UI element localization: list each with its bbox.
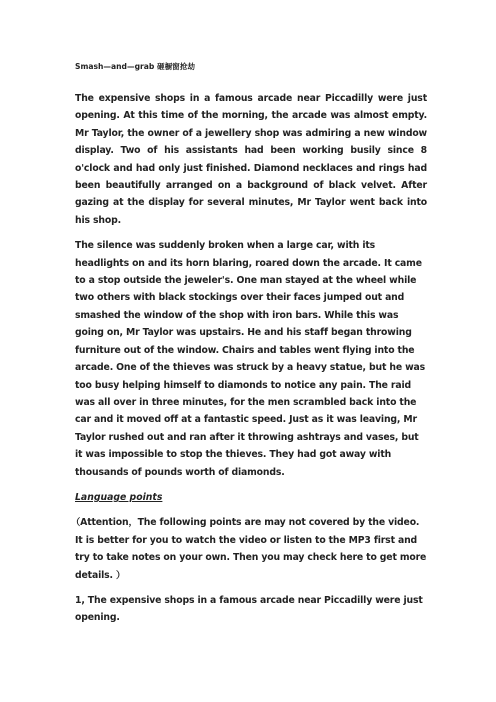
document-title: Smash—and—grab 砸橱窗抢劫 bbox=[75, 62, 195, 71]
paragraph-2: The silence was suddenly broken when a large car, with its headlights on and its horn blaring, roared down the arcade. It came to a stop outside the jeweler's. One man stayed at the wheel while two others with black stockings over their faces jumped out and smashed the window of the shop with iron bars. While this was going on, Mr Taylor was upstairs. He and his staff began throwing furniture out of the window. Chairs and tables went flying into the arcade. One of the thieves was struck by a heavy statue, but he was too busy helping himself to diamonds to notice any pain. The raid was all over in three minutes, for the men scrambled back into the car and it moved off at a fantastic speed. Just as it was leaving, Mr Taylor rushed out and ran after it throwing ashtrays and vases, but it was impossible to stop the thieves. They had got away with thousands of pounds worth of diamonds. bbox=[75, 240, 426, 478]
document-body bbox=[71, 60, 427, 635]
paragraph-1: The expensive shops in a famous arcade near Piccadilly were just opening. At this time of the morning, the arcade was almost empty. Mr Taylor, the owner of a jewellery shop was admiring a new window display. Two of his assistants had been working busily since 8 o'clock and had only just finished. Diamond necklaces and rings had been beautifully arranged on a background of black velvet. After gazing at the display for several minutes, Mr Taylor went back into his shop. bbox=[75, 93, 427, 226]
language-point-1: 1, The expensive shops in a famous arcade near Piccadilly were just opening. bbox=[75, 594, 423, 624]
section-heading-language-points: Language points bbox=[75, 491, 163, 503]
attention-note: （Attention，The following points are may not covered by the video. It is better for you to watch the video or listen to the MP3 first and try to take notes on your own. Then you may check here to get more details. ） bbox=[71, 517, 427, 581]
